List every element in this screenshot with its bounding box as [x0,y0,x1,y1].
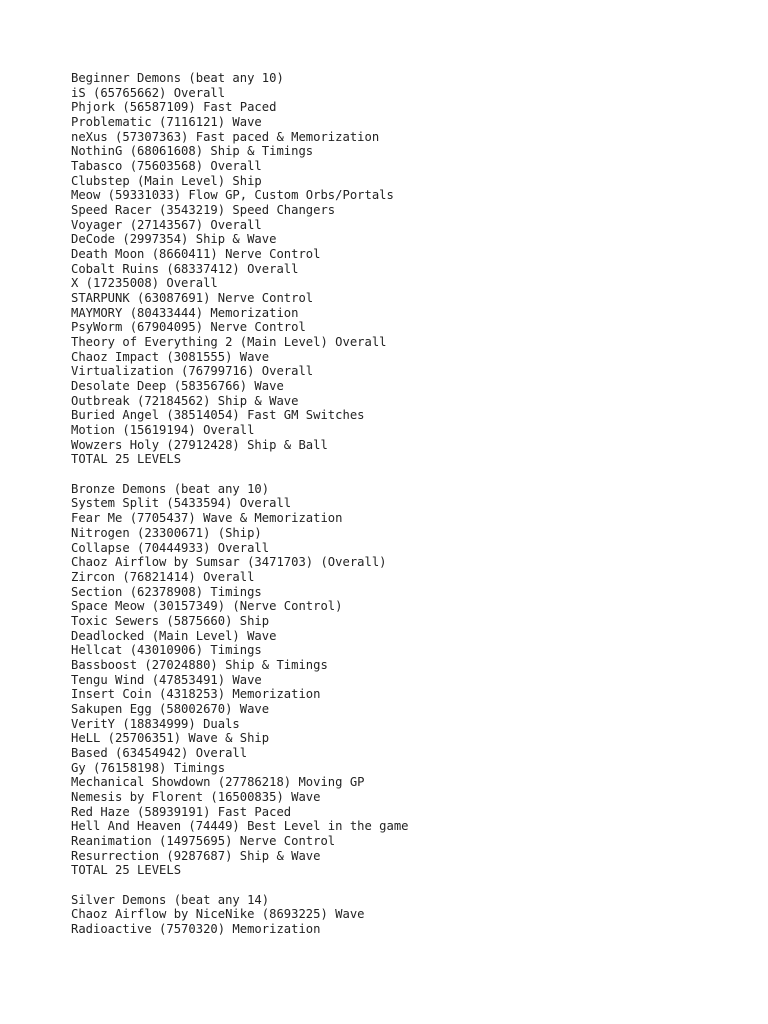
level-entry: neXus (57307363) Fast paced & Memorization [71,129,380,144]
level-entry: Desolate Deep (58356766) Wave [71,379,284,394]
level-entry: Meow (59331033) Flow GP, Custom Orbs/Portals [71,188,394,203]
level-entry: Red Haze (58939191) Fast Paced [71,804,292,819]
level-entry: Nitrogen (23300671) (Ship) [71,525,262,540]
level-entry: Hellcat (43010906) Timings [71,643,262,658]
level-entry: Chaoz Airflow by NiceNike (8693225) Wave [71,907,365,922]
level-entry: VeritY (18834999) Duals [71,716,240,731]
level-entry: Deadlocked (Main Level) Wave [71,628,277,643]
level-entry: System Split (5433594) Overall [71,496,292,511]
level-entry: Space Meow (30157349) (Nerve Control) [71,599,343,614]
level-entry: HeLL (25706351) Wave & Ship [71,731,270,746]
level-entry: Sakupen Egg (58002670) Wave [71,701,270,716]
level-entry: Reanimation (14975695) Nerve Control [71,833,336,848]
level-entry: Gy (76158198) Timings [71,760,226,775]
level-entry: Problematic (7116121) Wave [71,115,262,130]
level-entry: Cobalt Ruins (68337412) Overall [71,261,299,276]
level-entry: X (17235008) Overall [71,276,218,291]
document-page [71,71,748,937]
level-entry: Collapse (70444933) Overall [71,540,270,555]
level-entry: Tabasco (75603568) Overall [71,159,262,174]
level-entry: Bassboost (27024880) Ship & Timings [71,657,328,672]
level-entry: Voyager (27143567) Overall [71,217,262,232]
level-entry: Based (63454942) Overall [71,745,248,760]
section-spacer [71,467,748,482]
level-entry: Clubstep (Main Level) Ship [71,173,262,188]
level-entry: Theory of Everything 2 (Main Level) Overall [71,335,387,350]
level-entry: Chaoz Impact (3081555) Wave [71,349,270,364]
level-entry: STARPUNK (63087691) Nerve Control [71,291,314,306]
level-entry: Outbreak (72184562) Ship & Wave [71,393,299,408]
level-entry: MAYMORY (80433444) Memorization [71,305,299,320]
level-entry: Buried Angel (38514054) Fast GM Switches [71,408,365,423]
level-entry: PsyWorm (67904095) Nerve Control [71,320,306,335]
level-entry: Phjork (56587109) Fast Paced [71,100,277,115]
section-header: Beginner Demons (beat any 10) [71,71,284,85]
section-total: TOTAL 25 LEVELS [71,863,182,878]
level-entry: Chaoz Airflow by Sumsar (3471703) (Overall) [71,555,387,570]
level-entry: Toxic Sewers (5875660) Ship [71,613,270,628]
tier-section [71,71,748,467]
level-entry: Death Moon (8660411) Nerve Control [71,247,321,262]
level-entry: Nemesis by Florent (16500835) Wave [71,789,321,804]
level-entry: Section (62378908) Timings [71,584,262,599]
level-entry: NothinG (68061608) Ship & Timings [71,144,314,159]
level-entry: Insert Coin (4318253) Memorization [71,687,321,702]
section-header: Bronze Demons (beat any 10) [71,481,270,496]
level-entry: Zircon (76821414) Overall [71,569,255,584]
level-entry: Fear Me (7705437) Wave & Memorization [71,511,343,526]
section-spacer [71,878,748,893]
level-entry: Wowzers Holy (27912428) Ship & Ball [71,437,328,452]
level-entry: Speed Racer (3543219) Speed Changers [71,203,336,218]
tier-section [71,482,748,878]
level-entry: Tengu Wind (47853491) Wave [71,672,262,687]
tier-section [71,893,748,937]
level-entry: Motion (15619194) Overall [71,423,255,438]
level-entry: Radioactive (7570320) Memorization [71,921,321,936]
level-entry: Mechanical Showdown (27786218) Moving GP [71,775,365,790]
section-total: TOTAL 25 LEVELS [71,452,182,467]
level-entry: DeCode (2997354) Ship & Wave [71,232,277,247]
level-entry: iS (65765662) Overall [71,85,226,100]
section-header: Silver Demons (beat any 14) [71,892,270,907]
level-entry: Resurrection (9287687) Ship & Wave [71,848,321,863]
level-entry: Virtualization (76799716) Overall [71,364,314,379]
level-entry: Hell And Heaven (74449) Best Level in the game [71,819,409,834]
